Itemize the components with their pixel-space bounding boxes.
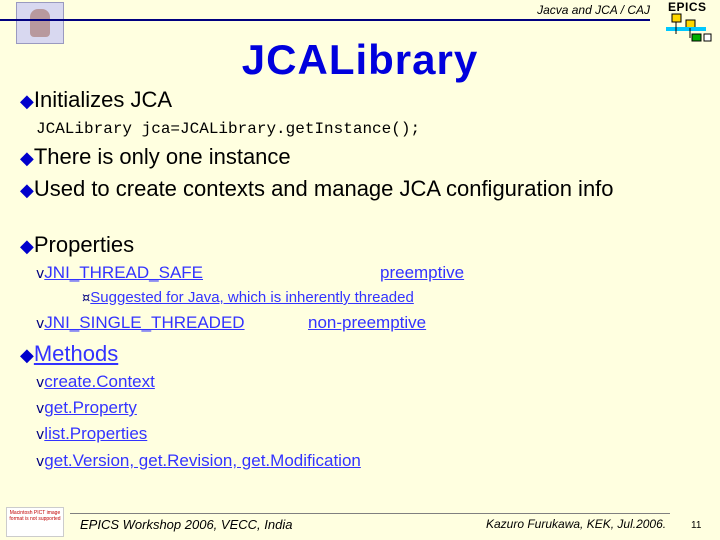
bullet-text: There is only one instance [33,144,291,169]
method-item [36,424,147,444]
bullet-text: Methods [33,341,119,366]
method-text: get.Property [44,398,137,417]
epics-brand: EPICS [668,0,707,14]
property-value: non-preemptive [308,313,427,332]
page-number: 11 [691,520,702,531]
diamond-bullet-icon: ◆ [20,236,34,257]
bullet-text: Initializes JCA [33,87,172,112]
bullet-used-to [20,175,700,204]
property-thread-safe [36,263,203,283]
diamond-bullet-icon: ◆ [20,180,34,201]
v-check-bullet-icon: v [36,427,45,443]
property-note [82,289,414,306]
property-name: JNI_SINGLE_THREADED [44,313,245,332]
bullet-one-instance [20,144,291,170]
diamond-bullet-icon: ◆ [20,345,34,366]
method-text: list.Properties [44,424,148,443]
footer-event: EPICS Workshop 2006, VECC, India [80,517,293,532]
footer-author: Kazuro Furukawa, KEK, Jul.2006. [486,517,667,531]
v-check-bullet-icon: v [36,266,45,282]
slide-title: JCALibrary [241,36,479,83]
code-snippet: JCALibrary jca=JCALibrary.getInstance(); [36,120,421,138]
diamond-bullet-icon: ◆ [20,148,34,169]
star-bullet-icon: ¤ [82,291,91,306]
bullet-initializes [20,87,172,113]
v-check-bullet-icon: v [36,316,45,332]
method-item [36,451,361,471]
bullet-text: Properties [33,232,135,257]
method-item [36,398,137,418]
bullet-properties [20,232,134,258]
header-subtitle: Jacva and JCA / CAJ [537,3,650,17]
method-text: get.Version, get.Revision, get.Modification [44,451,361,470]
method-text: create.Context [44,372,155,391]
header-divider [0,19,650,21]
note-text: Suggested for Java, which is inherently threaded [90,289,414,306]
footer-divider [70,513,670,514]
diamond-bullet-icon: ◆ [20,91,34,112]
bullet-text: Used to create contexts and manage JCA configuration info [33,176,614,201]
v-check-bullet-icon: v [36,401,45,417]
emblem-icon [30,9,50,37]
property-name: JNI_THREAD_SAFE [44,263,203,282]
v-check-bullet-icon: v [36,375,45,391]
unsupported-image-placeholder: Macintosh PICT image format is not supported [6,507,64,537]
underline-gap [244,264,380,280]
v-check-bullet-icon: v [36,454,45,470]
method-item [36,372,155,392]
bullet-methods [20,341,118,367]
property-value: preemptive [380,263,465,282]
property-single-threaded [36,313,245,333]
